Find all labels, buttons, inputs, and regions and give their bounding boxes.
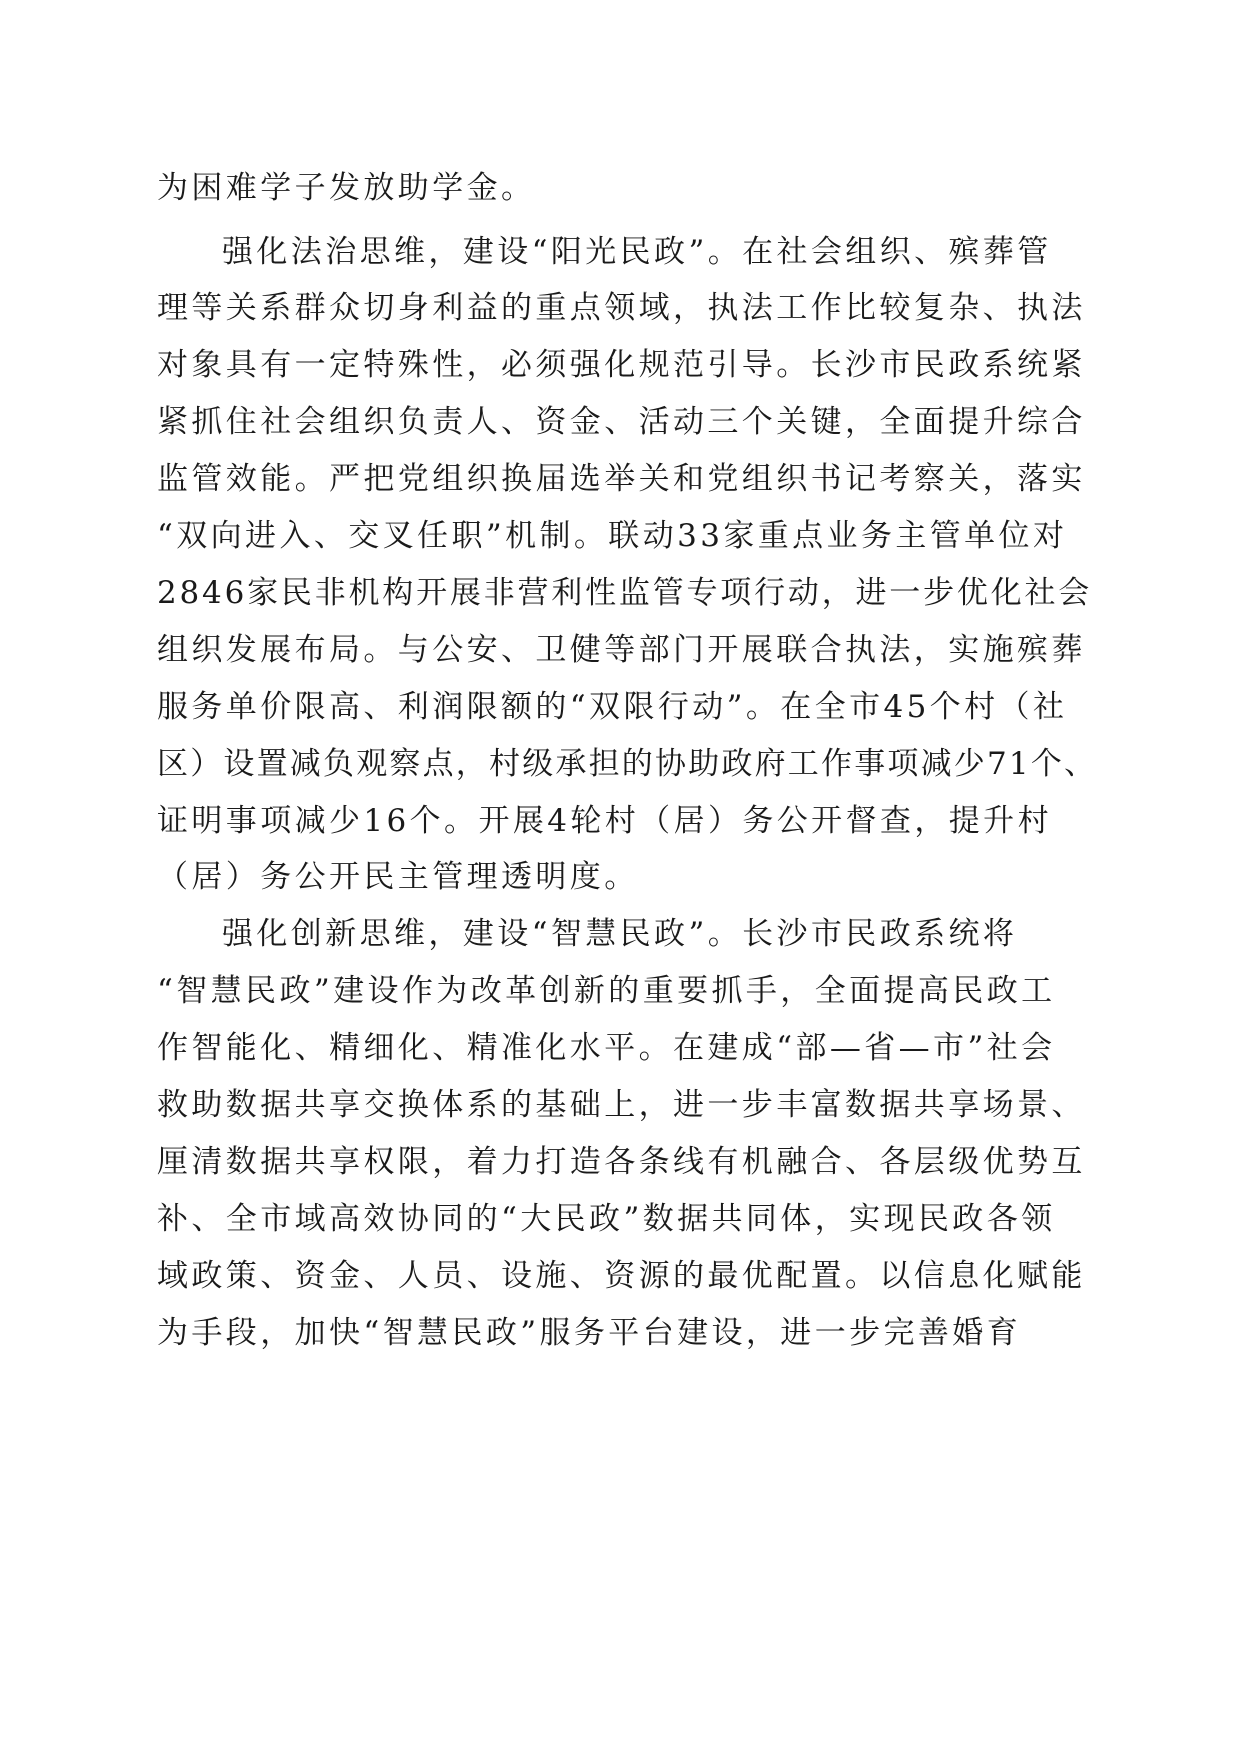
text-line-8: 2846家民非机构开展非营利性监管专项行动，进一步优化社会: [157, 575, 1093, 611]
text-line-6: 监管效能。严把党组织换届选举关和党组织书记考察关，落实: [157, 461, 1086, 497]
text-line-7: “双向进入、交叉任职”机制。联动33家重点业务主管单位对: [157, 518, 1068, 554]
text-line-13: （居）务公开民主管理透明度。: [157, 859, 639, 895]
text-line-20: 域政策、资金、人员、设施、资源的最优配置。以信息化赋能: [157, 1258, 1086, 1294]
text-line-18: 厘清数据共享权限，着力打造各条线有机融合、各层级优势互: [157, 1144, 1086, 1180]
text-line-11: 区）设置减负观察点，村级承担的协助政府工作事项减少71个、: [157, 746, 1098, 782]
text-line-4: 对象具有一定特殊性，必须强化规范引导。长沙市民政系统紧: [157, 347, 1086, 383]
paragraph-zhihui-minzheng-start: 强化创新思维，建设“智慧民政”。长沙市民政系统将: [222, 916, 1018, 952]
text-line-3: 理等关系群众切身利益的重点领域，执法工作比较复杂、执法: [157, 290, 1086, 326]
text-line-17: 救助数据共享交换体系的基础上，进一步丰富数据共享场景、: [157, 1087, 1086, 1123]
text-line-15: “智慧民政”建设作为改革创新的重要抓手，全面提高民政工: [157, 973, 1056, 1009]
paragraph-yangguang-minzheng-start: 强化法治思维，建设“阳光民政”。在社会组织、殡葬管: [222, 234, 1052, 270]
text-line-21: 为手段，加快“智慧民政”服务平台建设，进一步完善婚育: [157, 1315, 1022, 1351]
text-line-16: 作智能化、精细化、精准化水平。在建成“部—省—市”社会: [157, 1030, 1056, 1066]
text-line-12: 证明事项减少16个。开展4轮村（居）务公开督查，提升村: [157, 803, 1052, 839]
text-line-1: 为困难学子发放助学金。: [157, 170, 536, 206]
text-line-5: 紧抓住社会组织负责人、资金、活动三个关键，全面提升综合: [157, 404, 1086, 440]
text-line-19: 补、全市域高效协同的“大民政”数据共同体，实现民政各领: [157, 1201, 1056, 1237]
text-line-9: 组织发展布局。与公安、卫健等部门开展联合执法，实施殡葬: [157, 632, 1086, 668]
text-line-10: 服务单价限高、利润限额的“双限行动”。在全市45个村（社: [157, 689, 1068, 725]
